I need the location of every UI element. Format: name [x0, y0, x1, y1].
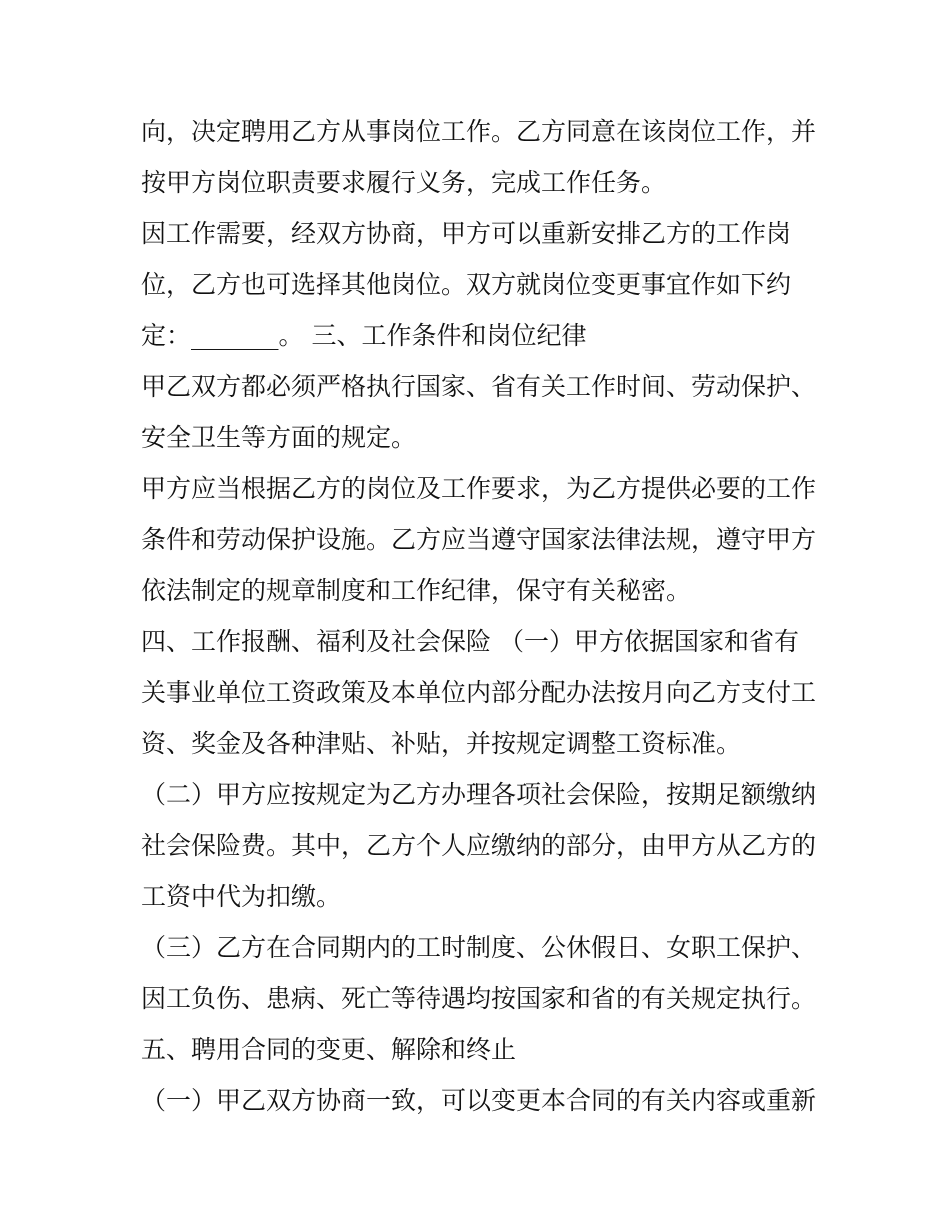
text-line: 因工作需要，经双方协商，甲方可以重新安排乙方的工作岗 — [141, 219, 792, 248]
text-line: 安全卫生等方面的规定。 — [141, 423, 417, 452]
text-line: 甲方应当根据乙方的岗位及工作要求，为乙方提供必要的工作 — [141, 474, 817, 503]
text-line: 位，乙方也可选择其他岗位。双方就岗位变更事宜作如下约 — [141, 270, 792, 299]
text-line: 因工负伤、患病、死亡等待遇均按国家和省的有关规定执行。 — [141, 984, 817, 1013]
text-line: 定：_______。 三、工作条件和岗位纪律 — [141, 321, 587, 350]
text-line: 条件和劳动保护设施。乙方应当遵守国家法律法规，遵守甲方 — [141, 525, 817, 554]
text-line: 依法制定的规章制度和工作纪律，保守有关秘密。 — [141, 576, 692, 605]
document-body — [141, 106, 821, 1126]
text-line: 关事业单位工资政策及本单位内部分配办法按月向乙方支付工 — [141, 678, 817, 707]
text-line: （一）甲乙双方协商一致，可以变更本合同的有关内容或重新 — [141, 1086, 817, 1115]
text-line: 四、工作报酬、福利及社会保险 （一）甲方依据国家和省有 — [141, 627, 799, 656]
text-line: 甲乙双方都必须严格执行国家、省有关工作时间、劳动保护、 — [141, 372, 817, 401]
text-line: （三）乙方在合同期内的工时制度、公休假日、女职工保护、 — [141, 933, 817, 962]
text-line: （二）甲方应按规定为乙方办理各项社会保险，按期足额缴纳 — [141, 780, 817, 809]
text-line: 按甲方岗位职责要求履行义务，完成工作任务。 — [141, 168, 667, 197]
text-line: 工资中代为扣缴。 — [141, 882, 342, 911]
text-line: 五、聘用合同的变更、解除和终止 — [141, 1035, 517, 1064]
text-line: 向，决定聘用乙方从事岗位工作。乙方同意在该岗位工作，并 — [141, 117, 817, 146]
text-line: 社会保险费。其中，乙方个人应缴纳的部分，由甲方从乙方的 — [141, 831, 817, 860]
text-line: 资、奖金及各种津贴、补贴，并按规定调整工资标准。 — [141, 729, 742, 758]
